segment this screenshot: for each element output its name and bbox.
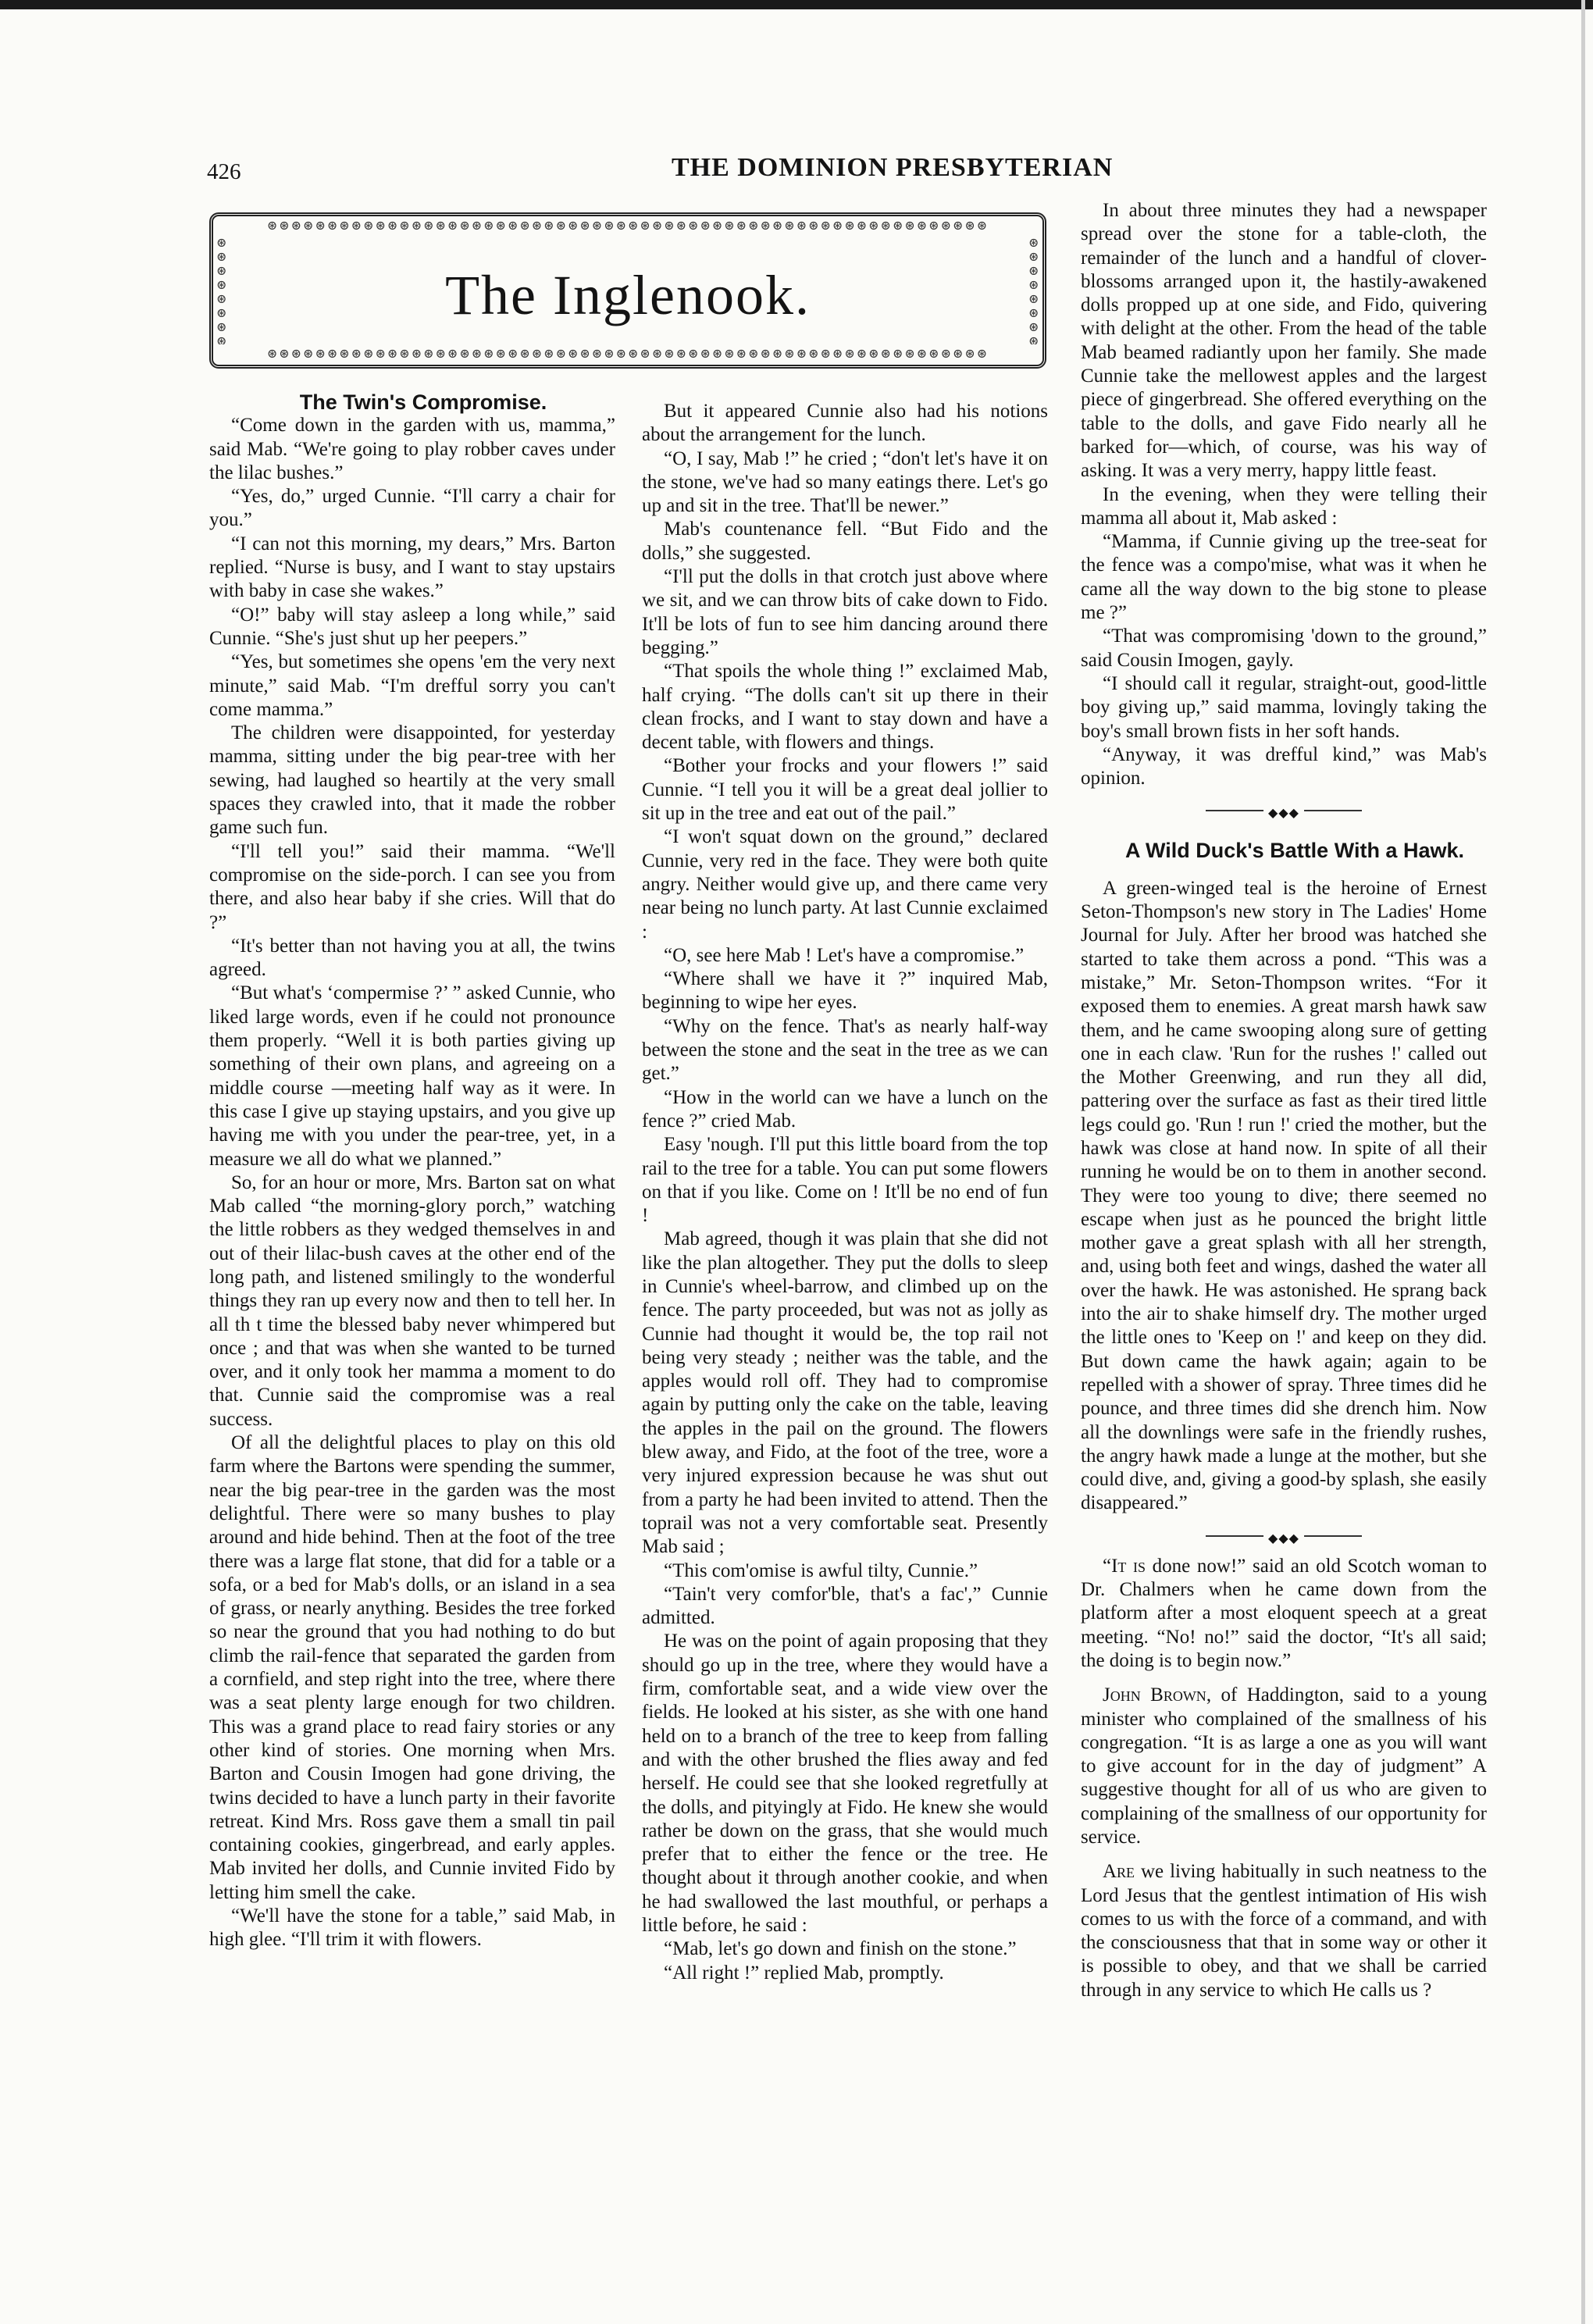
- paragraph: “Where shall we have it ?” inquired Mab, beginning to wipe her eyes.: [642, 968, 1048, 1014]
- paragraph-lead: John Brown: [1103, 1684, 1206, 1706]
- banner-border-bottom: ⊛⊛⊛⊛⊛⊛⊛⊛⊛⊛⊛⊛⊛⊛⊛⊛⊛⊛⊛⊛⊛⊛⊛⊛⊛⊛⊛⊛⊛⊛⊛⊛⊛⊛⊛⊛⊛⊛⊛⊛⊛⊛⊛⊛⊛⊛⊛⊛⊛⊛⊛⊛⊛⊛⊛⊛⊛⊛⊛⊛: [266, 349, 989, 360]
- paragraph: “All right !” replied Mab, promptly.: [664, 1962, 944, 1984]
- short-items: [1081, 1555, 1487, 2002]
- section-banner: [209, 212, 1046, 369]
- column-1-body: [209, 414, 615, 1952]
- page-right-edge: [1581, 0, 1585, 2324]
- paragraph: “I'll put the dolls in that crotch just above where we sit, and we can throw bits of cake down to Fido. It'll be lots of fun to see him dancing around there begging.”: [642, 566, 1048, 658]
- paragraph: A green-winged teal is the heroine of Ernest Seton-Thompson's new story in The Ladies' Home Journal for July. After her brood was hatched she started to take them across a pond. “This was a mistake,” Mr. Seton-Thompson writes. “For it exposed them to enemies. A great marsh hawk saw them, and he came swooping along sure of getting one in each claw. 'Run for the rushes !' called out the Mother Greenwing, and run they all did, pattering over the surface as fast as their tired little legs could go. 'Run ! run !' cried the mother, but the hawk was close at hand now. In spite of all their running he would be on to them in another second. They were too young to dive; there seemed no escape when just as he pounced the bright little mother gave a great splash with all her strength, and, using both feet and wings, dashed the water all over the hawk. He was astonished. He sprang back into the air to shake himself dry. The mother urged the little ones to 'Keep on !' and keep on they did. But down came the hawk again; again to be repelled with a shower of spray. Three times did he pounce, and three times did she drench him. Now all the downlings were safe in the friendly rushes, the angry hawk made a lunge at the mother, but she could dive, and, giving a good-by splash, she easily disappeared.”: [1081, 877, 1487, 1514]
- column-2-body: [642, 400, 1048, 1985]
- paragraph: He was on the point of again proposing that they should go up in the tree, where they would have a firm, comfortable seat, and a wide view over the fields. He looked at his sister, as she with one hand held on to a branch of the tree to keep from falling and with the other brushed the flies away and fed herself. He could see that she looked regretfully at the dolls, and pityingly at Fido. He knew she would rather be down on the grass, that she would much prefer that to either the fence or the tree. He thought about it through another cookie, and when he had swallowed the last mouthful, or perhaps a little before, he said :: [642, 1631, 1048, 1936]
- column-1: [209, 390, 615, 1952]
- page-header: [0, 153, 1593, 192]
- paragraph: “Why on the fence. That's as nearly half-way between the stone and the seat in the tree as we can get.”: [642, 1015, 1048, 1085]
- paragraph: “We'll have the stone for a table,” said Mab, in high glee. “I'll trim it with flowers.: [209, 1905, 615, 1951]
- paragraph: “This com'omise is awful tilty, Cunnie.”: [664, 1559, 978, 1581]
- paragraph: The children were disappointed, for yesterday mamma, sitting under the big pear-tree with her sewing, had laughed so heartily at the very small spaces they crawled into, that it made the robber game such fun.: [209, 722, 615, 839]
- paragraph: “Anyway, it was drefful kind,” was Mab's opinion.: [1081, 743, 1487, 790]
- column-2: [642, 400, 1048, 1985]
- paragraph: “Mamma, if Cunnie giving up the tree-seat for the fence was a compo'mise, what was it when he came all the way down to the big stone to please me ?”: [1081, 531, 1487, 624]
- paragraph: In the evening, when they were telling their mamma all about it, Mab asked :: [1081, 483, 1487, 529]
- paragraph: “How in the world can we have a lunch on the fence ?” cried Mab.: [642, 1086, 1048, 1132]
- paragraph: So, for an hour or more, Mrs. Barton sat on what Mab called “the morning-glory porch,” watching the little robbers as they wedged themselves in and out of their lilac-bush caves at the other end of the long path, and listened smilingly to the wonderful things they ran up every now and then to tell her. In all th t time the blessed baby never whimpered but once ; and that was when she wanted to be turned over, and it only took her mamma a moment to do that. Cunnie said the compromise was a real success.: [209, 1171, 615, 1430]
- banner-border-top: ⊛⊛⊛⊛⊛⊛⊛⊛⊛⊛⊛⊛⊛⊛⊛⊛⊛⊛⊛⊛⊛⊛⊛⊛⊛⊛⊛⊛⊛⊛⊛⊛⊛⊛⊛⊛⊛⊛⊛⊛⊛⊛⊛⊛⊛⊛⊛⊛⊛⊛⊛⊛⊛⊛⊛⊛⊛⊛⊛⊛: [266, 221, 989, 232]
- paragraph: “It's better than not having you at all, the twins agreed.: [209, 935, 615, 981]
- separator-ornament: ◆◆◆: [1263, 1527, 1304, 1551]
- paragraph: “O!” baby will stay asleep a long while,” said Cunnie. “She's just shut up her peepers.”: [209, 604, 615, 649]
- paragraph: “That spoils the whole thing !” exclaimed Mab, half crying. “The dolls can't sit up there in their clean frocks, and I want to stay down and have a decent table, with flowers and things.: [642, 661, 1048, 754]
- paragraph: In about three minutes they had a newspaper spread over the stone for a table-cloth, the remainder of the lunch and a handful of clover-blossoms arranged upon it, the hastily-awakened dolls propped up at one side, and Fido, quivering with delight at the other. From the head of the table Mab beamed radiantly upon her family. She made Cunnie take the mellowest apples and the largest piece of gingerbread. She offered everything on the table to the dolls, and gave Fido nearly all he barked for—which, of course, was his way of asking. It was a very merry, happy little feast.: [1081, 200, 1487, 482]
- paragraph: [1081, 1684, 1487, 1849]
- paragraph: But it appeared Cunnie also had his notions about the arrangement for the lunch.: [642, 401, 1048, 446]
- paragraph: “I'll tell you!” said their mamma. “We'll compromise on the side-porch. I can see you from there, and also hear baby if she cries. Will that do ?”: [209, 840, 615, 933]
- paragraph: Mab's countenance fell. “But Fido and the dolls,” she suggested.: [642, 519, 1048, 564]
- page-top-edge: [0, 0, 1593, 9]
- paragraph-text: , of Haddington, said to a young minister who complained of the smallness of his congregation. “It is as large a one as you will want to give account for in the day of judgment” A suggestive thought for all of us who are given to complaining of the smallness of our opportunity for service.: [1081, 1684, 1487, 1848]
- paragraph: “I should call it regular, straight-out, good-little boy giving up,” said mamma, lovingly taking the boy's small brown fists in her soft hands.: [1081, 672, 1487, 742]
- column-3-body: [1081, 199, 1487, 790]
- column-3: [1081, 199, 1487, 2013]
- page-number: 426: [207, 159, 241, 184]
- paragraph: Of all the delightful places to play on this old farm where the Bartons were spending the summer, near the big pear-tree in the garden was the most delightful. There were so many bushes to play around and hide behind. Then at the foot of the tree there was a large flat stone, that did for a table or a sofa, or a bed for Mab's dolls, or an island in a sea of grass, or nearly anything. Besides the tree forked so near the ground that you had nothing to do but climb the rail-fence that separated the garden from a cornfield, and step right into the tree, where there was a seat plenty large enough for two children. This was a grand place to read fairy stories or any other kind of stories. One morning when Mrs. Barton and Cousin Imogen had gone driving, the twins decided to have a lunch party in their favorite retreat. Kind Mrs. Ross gave them a small tin pail containing cookies, gingerbread, and early apples. Mab invited her dolls, and Cunnie invited Fido by letting him smell the cake.: [209, 1432, 615, 1903]
- paragraph: [1081, 1860, 1487, 2002]
- paragraph: “Mab, let's go down and finish on the stone.”: [664, 1938, 1017, 1960]
- ornamental-separator: [1081, 1525, 1487, 1545]
- paragraph: “I won't squat down on the ground,” declared Cunnie, very red in the face. They were both quite angry. Neither would give up, and there came very near being no lunch party. At last Cunnie exclaimed :: [642, 826, 1048, 943]
- banner-border-right: ⊛⊛⊛⊛⊛⊛⊛⊛: [1028, 237, 1039, 344]
- paragraph: [1081, 1555, 1487, 1673]
- running-title: THE DOMINION PRESBYTERIAN: [672, 153, 1114, 182]
- paragraph: Mab agreed, though it was plain that she did not like the plan altogether. They put the dolls to sleep in Cunnie's wheel-barrow, and climbed up on the fence. The party proceeded, but was not as jolly as Cunnie had thought it would be, the top rail not being very steady ; neither was the table, and the apples would roll off. They had to compromise again by putting only the cake on the table, leaving the apples in the pail on the ground. The flowers blew away, and Fido, at the foot of the tree, wore a very injured expression because he was shut out from a party he had been invited to attend. Then the toprail was not a very comfortable seat. Presently Mab said ;: [642, 1228, 1048, 1558]
- section-title: The Inglenook.: [445, 264, 811, 326]
- paragraph-text: we living habitually in such neatness to the Lord Jesus that the gentlest intimation of His wish comes to us with the force of a command, and with the consciousness that that in some way or other it is possible to obey, and that we shall be carried through in any service to which He calls us ?: [1081, 1861, 1487, 2001]
- paragraph-lead: Are: [1103, 1861, 1135, 1883]
- paragraph: Easy 'nough. I'll put this little board from the top rail to the tree for a table. You can put some flowers on that if you like. Come on ! It'll be no end of fun !: [642, 1134, 1048, 1227]
- separator-ornament: ◆◆◆: [1263, 802, 1304, 825]
- paragraph: “O, I say, Mab !” he cried ; “don't let's have it on the stone, we've had so many eatings there. Let's go up and sit in the tree. That'll be newer.”: [642, 447, 1048, 517]
- article-2-body: [1081, 877, 1487, 1516]
- article-title: A Wild Duck's Battle With a Hawk.: [1124, 839, 1464, 863]
- paragraph: “That was compromising 'down to the ground,” said Cousin Imogen, gayly.: [1081, 626, 1487, 671]
- paragraph: “O, see here Mab ! Let's have a compromise.”: [664, 944, 1025, 966]
- paragraph: “Tain't very comfor'ble, that's a fac',” Cunnie admitted.: [642, 1583, 1048, 1629]
- banner-border-left: ⊛⊛⊛⊛⊛⊛⊛⊛: [216, 237, 227, 344]
- paragraph: “Yes, but sometimes she opens 'em the very next minute,” said Mab. “I'm drefful sorry you can't come mamma.”: [209, 651, 615, 720]
- ornamental-separator: [1081, 800, 1487, 820]
- paragraph: “Bother your frocks and your flowers !” said Cunnie. “I tell you it will be a great deal jollier to sit up in the tree and eat out of the pail.”: [642, 755, 1048, 825]
- paragraph-text: done now!” said an old Scotch woman to Dr. Chalmers when he came down from the platform after a most eloquent speech at a great meeting. “No! no!” said the doctor, “It's all said; the doing is to begin now.”: [1081, 1555, 1488, 1671]
- paragraph: “I can not this morning, my dears,” Mrs. Barton replied. “Nurse is busy, and I want to stay upstairs with baby in case she wakes.”: [209, 533, 615, 602]
- paragraph: “But what's ‘compermise ?’ ” asked Cunnie, who liked large words, even if he could not pronounce them properly. “Well it is both parties giving up something of their own plans, and agreeing on a middle course —meeting half way as it were. In this case I give up staying upstairs, and you give up having me with you under the pear-tree, yet, in a measure we all do what we planned.”: [209, 982, 615, 1170]
- article-title: The Twin's Compromise.: [299, 390, 547, 414]
- paragraph-lead: “It is: [1103, 1555, 1146, 1577]
- paragraph: “Yes, do,” urged Cunnie. “I'll carry a chair for you.”: [209, 486, 615, 531]
- paragraph: “Come down in the garden with us, mamma,” said Mab. “We're going to play robber caves under the lilac bushes.”: [209, 415, 615, 483]
